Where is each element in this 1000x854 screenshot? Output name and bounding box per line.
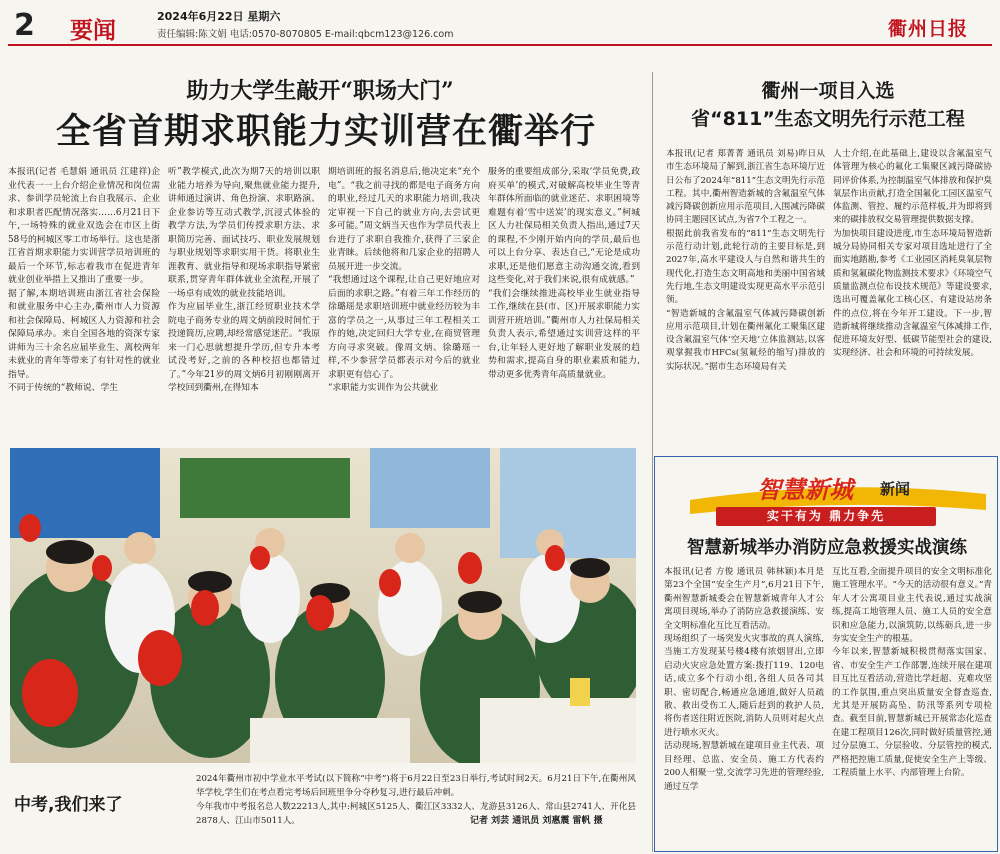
photo-credit: 记者 刘芸 通讯员 刘惠震 雷帆 摄 (470, 816, 603, 826)
right-article-col-1: 本报讯(记者 郑菁菁 通讯员 刘易)昨日从市生态环境局了解到,浙江省生态环境厅近日公布了2024年“811”生态文明先行示范工程。其中,衢州智造新城的含氟温室气体减污降碳创新应用示范项目,入围减污降碳协同主题园区试点,为省7个工程之一。 根据此前我省发布的“811”生态文明先行示范行动计划,此轮行动的主要目标是,到2027年,高水平建设人与自然和谐共生的现代化,打造生态文明高地和美丽中国省域先行地,生态文明建设实现更高水平示范引领。 “智造新城的含氟温室气体减污降碳创新应用示范项目,计划在衢州氟化工聚集区建设含氟温室气体‘空天地’立体监测站,以客观掌握我市HFCs(氢氟烃的缩写)排放的实际状况。”据市生态环境局有关 (666, 149, 825, 372)
main-article-headline: 全省首期求职能力实训营在衢举行 (55, 112, 596, 152)
photo-caption: 2024年衢州市初中学业水平考试(以下简称“中考”)将于6月22日至23日举行,考试时间2天。6月21日下午,在衢州风华学校,学生们在考点看完考场后回班里争分夺秒复习,进行最后冲刺。 今年我市中考报名总人数22213人,其中:柯城区5125人、衢江区3332人、龙游县3126人、常山县2741人、开化县2878人、江山市5011人。 (196, 774, 636, 826)
editor-info: 责任编辑:陈文娟 电话:0570-8070805 E-mail:qbcm123@126.com (157, 29, 454, 40)
main-article-col-2: 听”教学模式,此次为期7天的培训以职业能力培养为导向,聚焦就业能力提升,讲师通过演讲、角色扮演、求职路演、企业参访等互动式教学,沉浸式体验的教学方法,为学员们传授求职方法、求职简历完善、面试技巧、职业发展规划与职业规划等求职实用干货。将职业生涯教育、就业指导和现场求职指导紧密联系,贯穿青年群体就业全流程,开展了一场卓有成效的就业技能培训。 作为应届毕业生,浙江经贸职业技术学院电子商务专业的周文炳前段时间忙于投递简历,应聘,却经常感觉迷茫。“我原来一门心思就想提升学历,但专升本考试没考好,之前的各种校招也都错过了。”今年21岁的周文炳6月初刚刚离开学校回到衢州,在得知本 (168, 167, 320, 393)
main-article-col-1: 本报讯(记者 毛慧娟 通讯员 江建祥)企业代表一一上台介绍企业情况和岗位需求、参训学员轮流上台自我展示、企业和求职者匹配情况落实……6月21日下午,一场特殊的就业双选会在市区上街58号的柯城区零工市场举行。这也是浙江省首期求职能力实训营学员培训班的最后一个环节,标志着我市在促进青年就业创业举措上又推出了重要一步。 据了解,本期培训班由浙江省社会保险和就业服务中心主办,衢州市人力资源和社会保障局、柯城区人力资源和社会保障局承办。来自全国各地的资深专家讲师为三十余名应届毕业生、离校两年未就业的青年等带来了有针对性的就业指导。 不同于传统的“教师说、学生 (8, 167, 160, 393)
column-divider (652, 72, 653, 852)
classroom-photo (10, 448, 636, 763)
smart-city-banner-suffix: 新闻 (880, 480, 911, 498)
masthead-rule (8, 44, 992, 46)
page-number: 2 (14, 8, 35, 43)
right-article-body (666, 148, 992, 440)
main-article-col-4: 服务的重要组成部分,采取‘学员免费,政府买单’的模式,对破解高校毕业生等青年群体所面临的就业迷茫、求职困境等难题有着‘雪中送炭’的现实意义。”柯城区人力社保局相关负责人指出,通过7天的课程,不少刚开始内向的学员,最后也可以上台分享、表达自己,“无论是成功求职,还是他们愿意主动沟通交流,看到这些变化,对于我们来说,很有成就感。” “我们会继续推进高校毕业生就业指导工作,继续在县(市、区)开展求职能力实训营开班培训。”衢州市人力社保局相关负责人表示,希望通过实训营这样的平台,让年轻人更好地了解职业发展的趋势和需求,提高自身的职业素质和能力,带动更多优秀青年高质量就业。 (488, 167, 640, 380)
right-article-headline-line1: 衢州一项目入选 (761, 80, 895, 102)
main-article-subtitle: 助力大学生敲开“职场大门” (186, 78, 454, 104)
smart-city-banner-title: 智慧新城 (757, 475, 853, 504)
smart-city-slogan: 实干有为 鼎力争先 (716, 507, 936, 526)
newspaper-logo: 衢州日报 (888, 18, 969, 40)
section-title: 要闻 (70, 18, 116, 44)
right-article-col-2: 人士介绍,在此基础上,建设以含氟温室气体管理为核心的氟化工集聚区减污降碳协同评价体系,为控制温室气体排放和保护臭氧层作出贡献,打造全国氟化工园区温室气体监测、管控、履约示范样板,并为即将到来的碳排放权交易管理提供数据支撑。 为加快项目建设进度,市生态环境局智造新城分局协同相关专家对项目选址进行了全面实地踏勘,参考《工业园区消耗臭氧层物质和氢氟碳化物监测技术要求》《环境空气质量监测点位布设技术规范》等建设要求,选出可覆盖氟化工核心区、有建设站房条件的点位,将在今年开工建设。下一步,智造新城将继续推动含氟温室气体减排工作,促进环境友好型、低碳节能型社会的建设,实现经济、社会和环境的可持续发展。 (833, 149, 992, 359)
photo-caption-title: 中考,我们来了 (14, 795, 123, 815)
smart-city-col-2: 互比互看,全面提升项目的安全文明标准化施工管理水平。“今天的活动很有意义。”青年人才公寓项目业主代表说,通过实战演练,提高工地管理人员、施工人员的安全意识和应急能力,以演筑防,以练砺兵,进一步夯实安全生产的根基。 今年以来,智慧新城积极贯彻落实国家、省、市安全生产工作部署,连续开展在建项目互比互看活动,营造比学赶超、克难攻坚的工作氛围,重点突出质量安全督查巡查,尤其是开展防高坠、防汛等系列专项检查。截至目前,智慧新城已开展常态化巡查在建工程项目126次,同时做好质量管控,通过分层施工、分层验收、分层管控的模式,严格把控施工质量,促使安全生产上等级、工程质量上水平、内部管理上台阶。 (832, 567, 992, 779)
right-article-headline-line2: 省“811”生态文明先行示范工程 (691, 108, 965, 130)
issue-date: 2024年6月22日 星期六 (157, 10, 281, 23)
smart-city-body (664, 566, 992, 848)
smart-city-col-1: 本报讯(记者 方俊 通讯员 韩林颖)本月是第23个全国“安全生产月”,6月21日下午,衢州智慧新城委会在智慧新城青年人才公寓项目现场,举办了消防应急救援演练、安全文明标准化互比互看活动。 现场组织了一场突发火灾事故的真人演练,当施工方发现某号楼4楼有浓烟冒出,立即启动火灾应急处置方案:拨打119、120电话,成立多个行动小组,各组人员各司其职、密切配合,畅通应急通道,做好人员疏散、救出受伤工人,随后赶到的救护人员,将伤者送往附近医院,消防人员则对起火点进行喷水灭火。 活动现场,智慧新城在建项目业主代表、项目经理、总监、安全员、施工方代表约200人相聚一堂,交流学习先进的管理经验,通过互学 (664, 567, 824, 792)
smart-city-headline: 智慧新城举办消防应急救援实战演练 (687, 538, 967, 558)
main-article-col-3: 期培训班的报名消息后,他决定来“充个电”。“我之前寻找的都是电子商务方向的职业,经过几天的求职能力培训,我决定审视一下自己的就业方向,去尝试更多可能。”周文炳当天也作为学员代表上台进行了求职自我推介,获得了三家企业青睐。后续他将和几家企业的招聘人员展开进一步交流。 “我想通过这个课程,让自己更好地应对后面的求职之路。”有着三年工作经历的徐璐瑶是求职培训班中就业经历较为丰富的学员之一,从事过三年工程相关工作的她,决定回归大学专业,在商贸管理方向寻求突破。像周文炳、徐璐瑶一样,不少参营学员都表示对今后的就业求职更有信心了。 “求职能力实训作为公共就业 (328, 167, 480, 393)
main-article-body (8, 166, 640, 428)
